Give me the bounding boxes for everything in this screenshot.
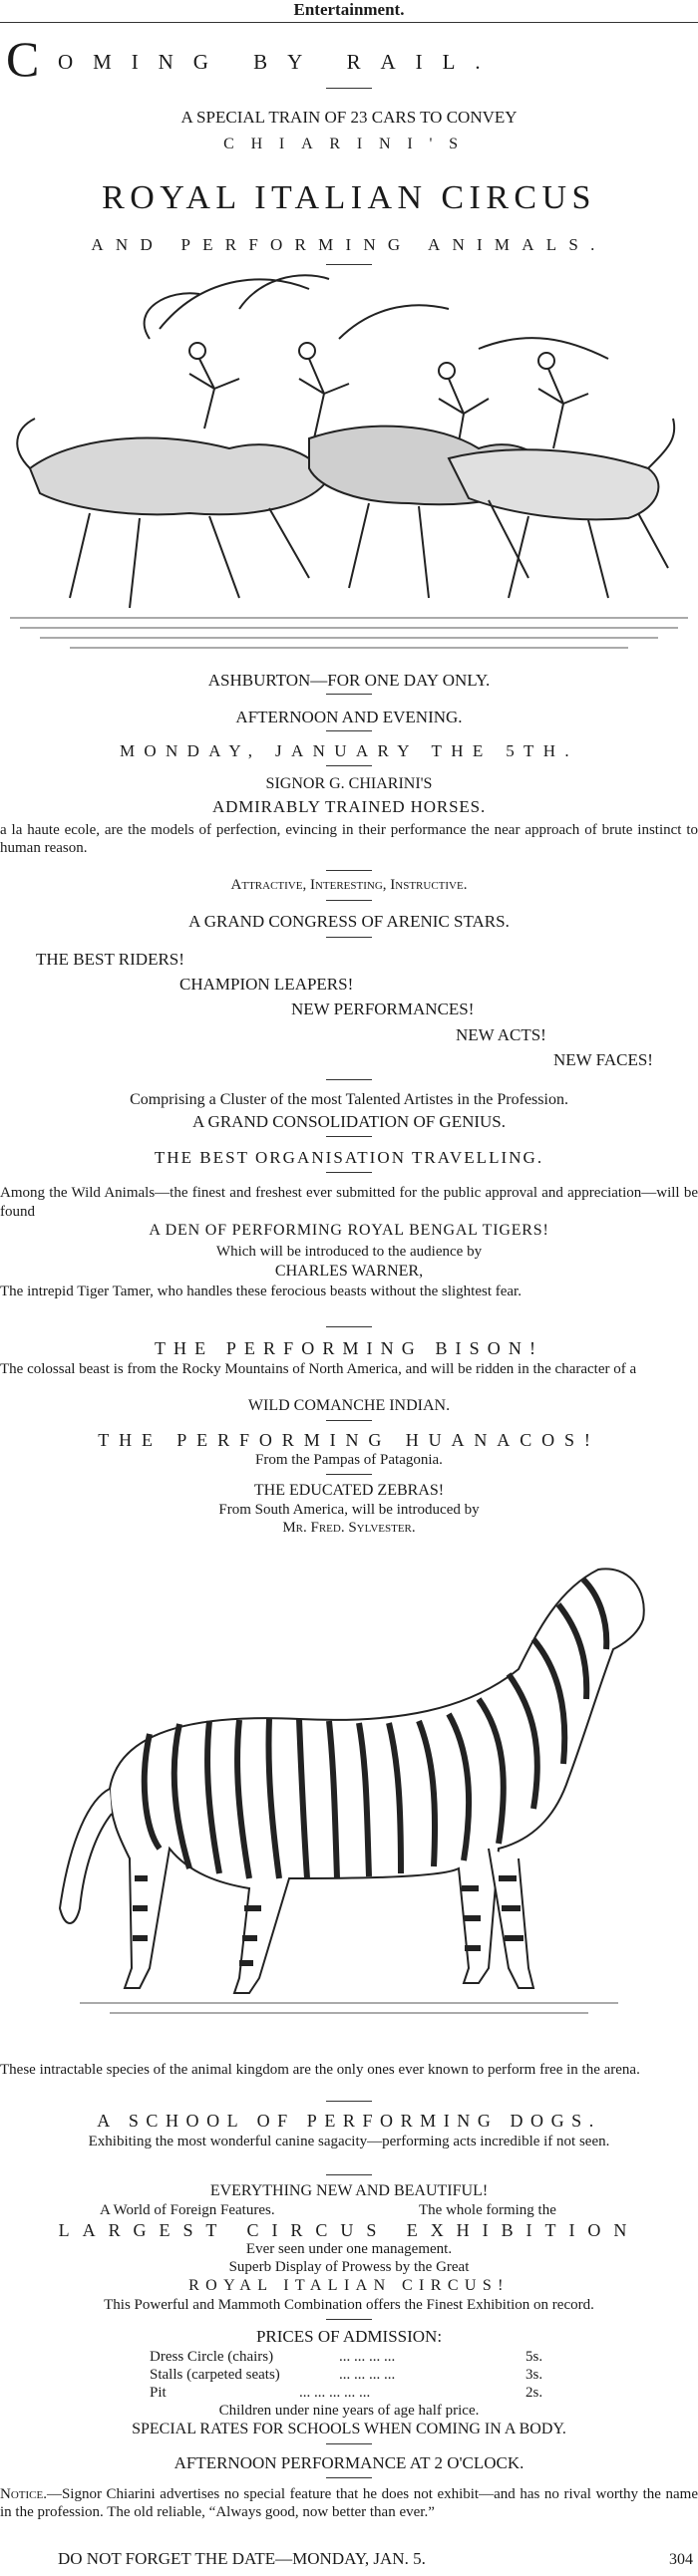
notice-paragraph: [0, 2485, 698, 2521]
divider: [326, 1420, 372, 1421]
bison-heading: THE PERFORMING BISON!: [154, 1338, 544, 1358]
afternoon-performance: AFTERNOON PERFORMANCE AT 2 O'CLOCK.: [174, 2453, 524, 2472]
powerful-combination: This Powerful and Mammoth Combination offers the Finest Exhibition on record.: [104, 2297, 594, 2313]
divider: [326, 2319, 372, 2320]
charles-warner: CHARLES WARNER,: [274, 1263, 424, 1280]
divider: [326, 1136, 372, 1137]
train-line: A SPECIAL TRAIN OF 23 CARS TO CONVEY: [180, 108, 518, 127]
signor: SIGNOR G. CHIARINI'S: [265, 775, 433, 792]
section-header: Entertainment.: [293, 0, 405, 19]
attractive-line: Attractive, Interesting, Instructive.: [230, 877, 468, 893]
drop-cap: C: [6, 31, 40, 87]
prices-heading: PRICES OF ADMISSION:: [255, 2327, 443, 2346]
advertisement-page: Entertainment. C OMING BY RAIL. A SPECIAL TRAIN OF 23 CARS TO CONVEY CHIARINI'S ROYAL ITALIAN CIRCUS AND PERFORMING ANIMALS. ASHBURTON—FOR ONE DAY ONLY. AFTERNOON AND EVENING. MONDAY, JANUARY THE 5TH. SIGNOR G. CHIARINI'S ADMIRABLY TRAINED HORSES. a la haute ecole, are the models of perfection, evincing in their performance the near approach of brute instinct to human reason. Attractive, Interesting, Instructive. A GRAND CONGRESS OF ARENIC STARS. THE BEST RIDERS! CHAMPION LEAPERS! NEW PERFORMANCES! NEW ACTS! NEW FACES! Comprising a Cluster of the most Talented Artistes in the Profession. A GRAND CONSOLIDATION OF GENIUS. THE BEST ORGANISATION TRAVELLING. Among the Wild Animals—the finest and freshest ever submitted for the public approval and appreciation—will be found A DEN OF PERFORMING ROYAL BENGAL TIGERS! Which will be introduced to the audience by CHARLES WARNER, The intrepid Tiger Tamer, who handles these ferocious beasts without the slightest fear. THE PERFORMING BISON! The colossal beast is from the Rocky Mountains of North America, and will be ridden in the character of a WILD COMANCHE INDIAN. THE PERFORMING HUANACOS! From the Pampas of Patagonia. THE EDUCATED ZEBRAS! From South America, will be introduced by Mr. Fred. Sylvester. These intractable species of the animal kingdom are the only ones ever known to perform free in the arena. A SCHOOL OF PERFORMING DOGS. Exhibiting the most wonderful canine sagacity—performing acts incredible if not seen. EVERYTHING NEW AND BEAUTIFUL! A World of Foreign Features. The whole forming the LARGEST CIRCUS EXHIBITION Ever seen under one management. Superb Display of Prowess by the Great ROYAL ITALIAN CIRCUS! This Powerful and Mammoth Combination offers the Finest Exhibition on record. PRICES OF ADMISSION: Dress Circle (chairs) ... ... ... ... 5s. Stalls (carpeted seats) ... ... ... ... 3s. Pit ... ... ... ... ... 2s. Children under nine years of age half price. SPECIAL RATES FOR SCHOOLS WHEN COMING IN A BODY. AFTERNOON PERFORMANCE AT 2 O'CLOCK. Notice.—Signor Chiarini advertises no special feature that he does not exhibit—and has no rival worthy the name in the profession. The old reliable, “Always good, now better than ever.” DO NOT FORGET THE DATE—MONDAY, JAN. 5. 304: [0, 0, 698, 2568]
star-line-4: NEW ACTS!: [456, 1025, 546, 1044]
divider: [326, 870, 372, 871]
circus-subtitle: AND PERFORMING ANIMALS.: [91, 235, 607, 254]
ashburton: ASHBURTON—FOR ONE DAY ONLY.: [207, 671, 491, 690]
sylvester: Mr. Fred. Sylvester.: [282, 1520, 416, 1536]
horse-riders-illustration: [10, 269, 688, 663]
dogs-heading: A SCHOOL OF PERFORMING DOGS.: [97, 2111, 601, 2131]
divider: [326, 900, 372, 901]
trained-horses: ADMIRABLY TRAINED HORSES.: [211, 797, 487, 816]
tamer-text: The intrepid Tiger Tamer, who handles these ferocious beasts without the slightest fear.: [0, 1284, 522, 1299]
bison-text: The colossal beast is from the Rocky Mountains of North America, and will be ridden in the character of a: [0, 1361, 637, 1377]
divider: [326, 264, 372, 265]
monday-date: MONDAY, JANUARY THE 5TH.: [119, 741, 579, 760]
divider: [326, 2101, 372, 2102]
chiarinis: CHIARINI'S: [223, 136, 475, 152]
coming-by-rail-heading: [0, 31, 698, 87]
star-line-2: CHAMPION LEAPERS!: [179, 975, 354, 994]
notice-text: —Signor Chiarini advertises no special feature that he does not exhibit—and has no rival worthy the name in the profession. The old reliable, “Always good, now better than ever.”: [0, 2486, 698, 2520]
header-rule: [0, 22, 698, 23]
divider: [326, 88, 372, 89]
superb-display: Superb Display of Prowess by the Great: [228, 2259, 470, 2275]
huanacos-heading: THE PERFORMING HUANACOS!: [98, 1430, 600, 1450]
footer-date: DO NOT FORGET THE DATE—MONDAY, JAN. 5.: [58, 2549, 426, 2568]
horses-text: a la haute ecole, are the models of perfection, evincing in their performance the near approach of brute instinct to human reason.: [0, 822, 698, 856]
divider: [326, 1474, 372, 1475]
world-features: A World of Foreign Features.: [100, 2202, 275, 2218]
special-rates: SPECIAL RATES FOR SCHOOLS WHEN COMING IN A BODY.: [132, 2421, 566, 2437]
pampas: From the Pampas of Patagonia.: [255, 1452, 443, 1468]
divider: [326, 2174, 372, 2175]
divider: [326, 1172, 372, 1173]
arenic-stars: A GRAND CONGRESS OF ARENIC STARS.: [188, 912, 510, 931]
tigers: A DEN OF PERFORMING ROYAL BENGAL TIGERS!: [149, 1222, 549, 1239]
divider: [326, 937, 372, 938]
wild-animals-text: Among the Wild Animals—the finest and freshest ever submitted for the public approval and appreciation—will be found: [0, 1185, 698, 1220]
everything-new: EVERYTHING NEW AND BEAUTIFUL!: [209, 2182, 489, 2199]
page-number: 304: [669, 2551, 693, 2568]
zebras-heading: THE EDUCATED ZEBRAS!: [253, 1482, 445, 1499]
whole-forming: The whole forming the: [419, 2202, 556, 2218]
intractable-text: These intractable species of the animal kingdom are the only ones ever known to perform free in the arena.: [0, 2062, 640, 2078]
organisation: THE BEST ORGANISATION TRAVELLING.: [154, 1148, 544, 1167]
divider: [326, 1326, 372, 1327]
divider: [326, 2477, 372, 2478]
divider: [326, 765, 372, 766]
royal-italian-circus: ROYAL ITALIAN CIRCUS!: [188, 2277, 510, 2294]
ever-seen: Ever seen under one management.: [245, 2241, 453, 2257]
dogs-text: Exhibiting the most wonderful canine sagacity—performing acts incredible if not seen.: [88, 2134, 610, 2149]
circus-title: ROYAL ITALIAN CIRCUS: [102, 179, 596, 216]
introduced-by: Which will be introduced to the audience by: [215, 1244, 483, 1260]
notice-label: Notice.: [0, 2486, 47, 2502]
divider: [326, 730, 372, 731]
children-half-price: Children under nine years of age half price.: [218, 2403, 480, 2419]
star-line-1: THE BEST RIDERS!: [36, 950, 184, 969]
comprising: Comprising a Cluster of the most Talented Artistes in the Profession.: [130, 1091, 568, 1108]
divider: [326, 2443, 372, 2444]
star-line-3: NEW PERFORMANCES!: [291, 1000, 475, 1018]
consolidation: A GRAND CONSOLIDATION OF GENIUS.: [191, 1112, 507, 1131]
divider: [326, 694, 372, 695]
zebra-illustration: [40, 1550, 658, 2048]
south-america: From South America, will be introduced by: [218, 1502, 480, 1518]
divider: [326, 1079, 372, 1080]
largest-exhibition: LARGEST CIRCUS EXHIBITION: [58, 2220, 640, 2240]
star-line-5: NEW FACES!: [553, 1050, 653, 1069]
afternoon-evening: AFTERNOON AND EVENING.: [235, 708, 463, 726]
comanche: WILD COMANCHE INDIAN.: [247, 1397, 451, 1414]
coming-rest: OMING BY RAIL.: [58, 50, 501, 74]
